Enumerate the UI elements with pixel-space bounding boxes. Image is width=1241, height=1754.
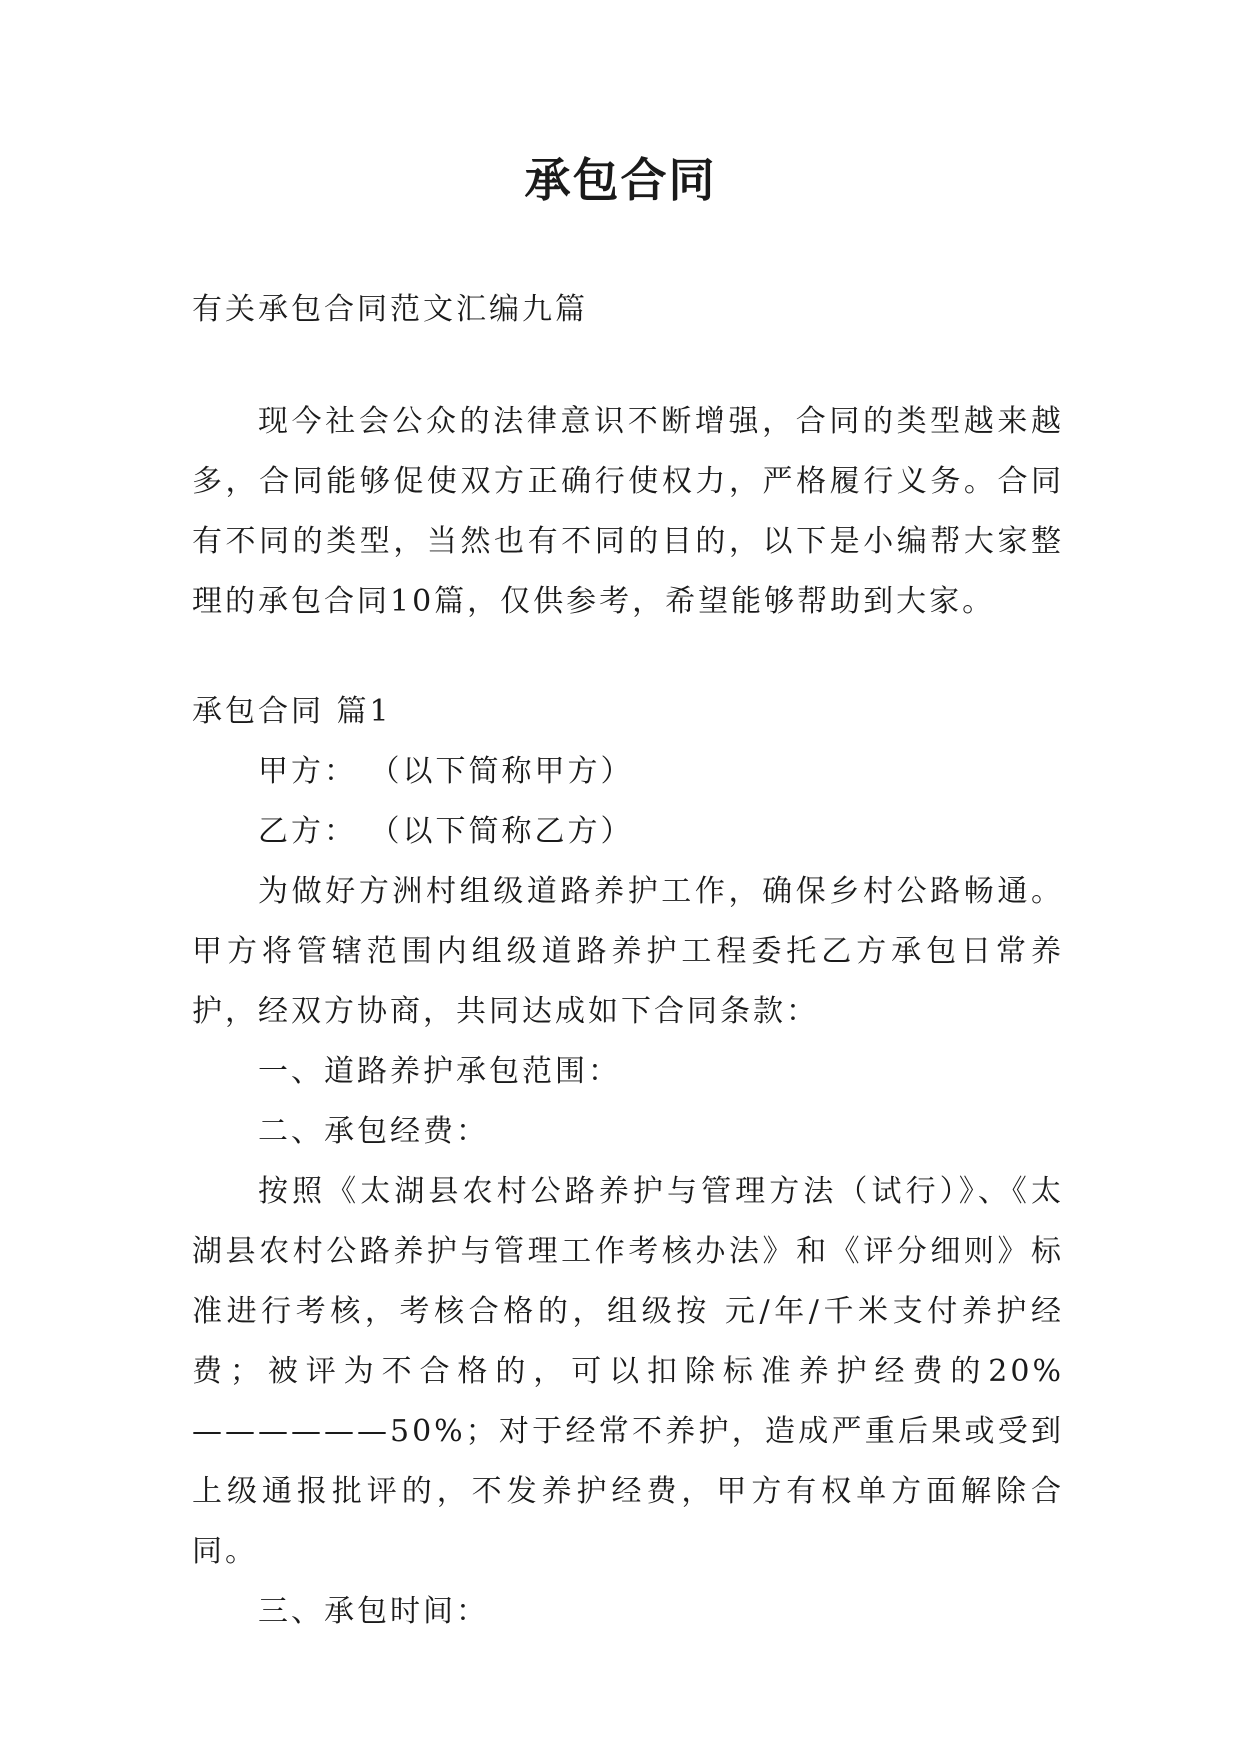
clause-1-heading: 一、道路养护承包范围： xyxy=(258,1054,621,1089)
section-heading: 承包合同 篇1 xyxy=(192,694,392,729)
party-a-line: 甲方： （以下简称甲方） xyxy=(258,754,634,789)
party-b-line: 乙方： （以下简称乙方） xyxy=(258,814,634,849)
clause-3-heading: 三、承包时间： xyxy=(258,1594,489,1629)
intro-paragraph: 现今社会公众的法律意识不断增强，合同的类型越来越多，合同能够促使双方正确行使权力，严格履行义务。合同有不同的类型，当然也有不同的目的，以下是小编帮大家整理的承包合同10篇，仅供参考，希望能够帮助到大家。 xyxy=(192,404,1064,619)
clause-2-heading: 二、承包经费： xyxy=(258,1114,489,1149)
purpose-paragraph: 为做好方洲村组级道路养护工作，确保乡村公路畅通。甲方将管辖范围内组级道路养护工程委托乙方承包日常养护，经双方协商，共同达成如下合同条款： xyxy=(192,874,1064,1029)
document-body xyxy=(192,280,1064,1642)
fees-paragraph: 按照《太湖县农村公路养护与管理方法（试行）》、《太湖县农村公路养护与管理工作考核办法》和《评分细则》标准进行考核，考核合格的，组级按 元/年/千米支付养护经费；被评为不合格的，可以扣除标准养护经费的20%——————50%；对于经常不养护，造成严重后果或受到上级通报批评的，不发养护经费，甲方有权单方面解除合同。 xyxy=(192,1174,1064,1569)
document-subtitle: 有关承包合同范文汇编九篇 xyxy=(192,292,588,327)
document-title: 承包合同 xyxy=(524,153,717,207)
